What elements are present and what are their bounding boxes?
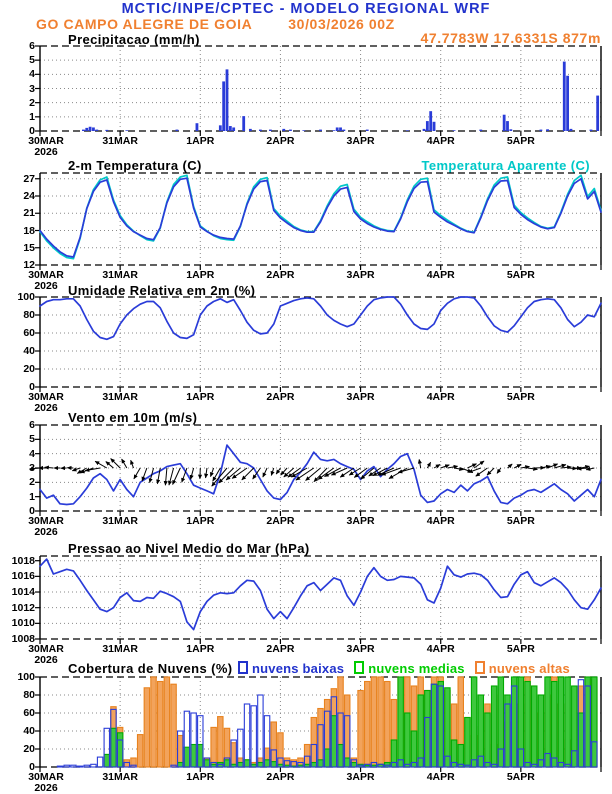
- precipitacao-y-tick-label: 5: [0, 54, 35, 66]
- vento-x-tick-label: 4APR: [411, 515, 471, 527]
- pressao-y-tick-label: 1018: [0, 555, 35, 567]
- pressao-x-tick-label: 3APR: [331, 643, 391, 655]
- umidade-y-tick-label: 20: [0, 363, 35, 375]
- pressao-y-tick-label: 1008: [0, 633, 35, 645]
- vento-x-tick-label: 5APR: [491, 515, 551, 527]
- temperatura-x-tick-label: 3APR: [331, 269, 391, 281]
- precipitacao-year-label: 2026: [24, 146, 68, 158]
- umidade-plot: [34, 293, 609, 395]
- temperatura-y-tick-label: 27: [0, 173, 35, 185]
- precipitacao-x-tick-label: 31MAR: [90, 135, 150, 147]
- vento-y-tick-label: 1: [0, 491, 35, 503]
- precipitacao-y-tick-label: 1: [0, 111, 35, 123]
- temperatura-y-tick-label: 18: [0, 225, 35, 237]
- umidade-x-tick-label: 2APR: [250, 391, 310, 403]
- temp-title: 2-m Temperatura (C): [68, 158, 202, 173]
- vento-x-tick-label: 31MAR: [90, 515, 150, 527]
- nuvens-y-tick-label: 40: [0, 725, 35, 737]
- temperatura-y-tick-label: 15: [0, 242, 35, 254]
- nuvens-y-tick-label: 20: [0, 743, 35, 755]
- temperatura-y-tick-label: 21: [0, 207, 35, 219]
- nuvens-y-tick-label: 80: [0, 689, 35, 701]
- temperatura-x-tick-label: 2APR: [250, 269, 310, 281]
- vento-plot: [34, 421, 609, 519]
- vento-y-tick-label: 5: [0, 433, 35, 445]
- vento-x-tick-label: 3APR: [331, 515, 391, 527]
- precipitacao-y-tick-label: 6: [0, 40, 35, 52]
- precipitacao-x-tick-label: 2APR: [250, 135, 310, 147]
- wind-title: Vento em 10m (m/s): [68, 410, 197, 425]
- pressao-x-tick-label: 2APR: [250, 643, 310, 655]
- nuvens-x-tick-label: 2APR: [250, 771, 310, 783]
- precipitacao-x-tick-label: 5APR: [491, 135, 551, 147]
- precipitacao-x-tick-label: 3APR: [331, 135, 391, 147]
- nuvens-year-label: 2026: [24, 782, 68, 794]
- temperatura-x-tick-label: 4APR: [411, 269, 471, 281]
- vento-x-tick-label: 2APR: [250, 515, 310, 527]
- pressao-x-tick-label: 4APR: [411, 643, 471, 655]
- nuvens-y-tick-label: 60: [0, 707, 35, 719]
- temperatura-x-tick-label: 31MAR: [90, 269, 150, 281]
- umidade-x-tick-label: 1APR: [170, 391, 230, 403]
- precipitacao-y-tick-label: 3: [0, 83, 35, 95]
- temperatura-x-tick-label: 5APR: [491, 269, 551, 281]
- precipitacao-y-tick-label: 0: [0, 125, 35, 137]
- pressure-title: Pressao ao Nivel Medio do Mar (hPa): [68, 541, 310, 556]
- nuvens-x-tick-label: 4APR: [411, 771, 471, 783]
- umidade-y-tick-label: 0: [0, 381, 35, 393]
- vento-y-tick-label: 2: [0, 476, 35, 488]
- vento-y-tick-label: 3: [0, 462, 35, 474]
- umidade-x-tick-label: 3APR: [331, 391, 391, 403]
- precipitacao-y-tick-label: 4: [0, 68, 35, 80]
- nuvens-y-tick-label: 0: [0, 761, 35, 773]
- temperatura-y-tick-label: 24: [0, 190, 35, 202]
- temperatura-year-label: 2026: [24, 280, 68, 292]
- umidade-x-tick-label: 5APR: [491, 391, 551, 403]
- nuvens-x-tick-label: 5APR: [491, 771, 551, 783]
- pressao-y-tick-label: 1010: [0, 617, 35, 629]
- vento-y-tick-label: 0: [0, 505, 35, 517]
- temperatura-x-tick-label: 1APR: [170, 269, 230, 281]
- vento-x-tick-label: 1APR: [170, 515, 230, 527]
- umidade-y-tick-label: 40: [0, 345, 35, 357]
- umidade-x-tick-label: 4APR: [411, 391, 471, 403]
- clouds-title: Cobertura de Nuvens (%): [68, 661, 233, 676]
- precipitacao-plot: [34, 42, 609, 139]
- pressao-x-tick-label: 5APR: [491, 643, 551, 655]
- vento-y-tick-label: 4: [0, 448, 35, 460]
- vento-x-tick-label: 30MAR: [16, 515, 76, 527]
- nuvens-x-tick-label: 3APR: [331, 771, 391, 783]
- umidade-x-tick-label: 30MAR: [16, 391, 76, 403]
- umidade-x-tick-label: 31MAR: [90, 391, 150, 403]
- legend-label-medias: nuvens medias: [368, 661, 465, 676]
- pressao-x-tick-label: 31MAR: [90, 643, 150, 655]
- station-name: GO CAMPO ALEGRE DE GOIA: [36, 16, 252, 32]
- umidade-year-label: 2026: [24, 402, 68, 414]
- pressao-y-tick-label: 1016: [0, 570, 35, 582]
- nuvens-y-tick-label: 100: [0, 671, 35, 683]
- vento-y-tick-label: 6: [0, 419, 35, 431]
- nuvens-x-tick-label: 31MAR: [90, 771, 150, 783]
- precip-title: Precipitacao (mm/h): [68, 32, 200, 47]
- precipitacao-y-tick-label: 2: [0, 97, 35, 109]
- precipitacao-x-tick-label: 1APR: [170, 135, 230, 147]
- temperatura-y-tick-label: 12: [0, 259, 35, 271]
- humidity-title: Umidade Relativa em 2m (%): [68, 283, 255, 298]
- nuvens-plot: [34, 673, 609, 775]
- temperatura-x-tick-label: 30MAR: [16, 269, 76, 281]
- umidade-y-tick-label: 100: [0, 291, 35, 303]
- temp-apparent-label: Temperatura Aparente (C): [421, 158, 590, 173]
- nuvens-x-tick-label: 1APR: [170, 771, 230, 783]
- legend-label-baixas: nuvens baixas: [252, 661, 344, 676]
- pressao-y-tick-label: 1014: [0, 586, 35, 598]
- nuvens-x-tick-label: 30MAR: [16, 771, 76, 783]
- vento-year-label: 2026: [24, 526, 68, 538]
- pressao-year-label: 2026: [24, 654, 68, 666]
- app-title: MCTIC/INPE/CPTEC - MODELO REGIONAL WRF: [0, 1, 612, 17]
- pressao-plot: [34, 552, 609, 647]
- umidade-y-tick-label: 80: [0, 309, 35, 321]
- pressao-y-tick-label: 1012: [0, 602, 35, 614]
- precipitacao-x-tick-label: 4APR: [411, 135, 471, 147]
- temperatura-plot: [34, 169, 609, 273]
- pressao-x-tick-label: 1APR: [170, 643, 230, 655]
- station-coords: 47.7783W 17.6331S 877m: [420, 30, 601, 46]
- station-line: [36, 16, 395, 32]
- legend-label-altas: nuvens altas: [489, 661, 570, 676]
- umidade-y-tick-label: 60: [0, 327, 35, 339]
- pressao-x-tick-label: 30MAR: [16, 643, 76, 655]
- run-datetime: 30/03/2026 00Z: [288, 16, 394, 32]
- precipitacao-x-tick-label: 30MAR: [16, 135, 76, 147]
